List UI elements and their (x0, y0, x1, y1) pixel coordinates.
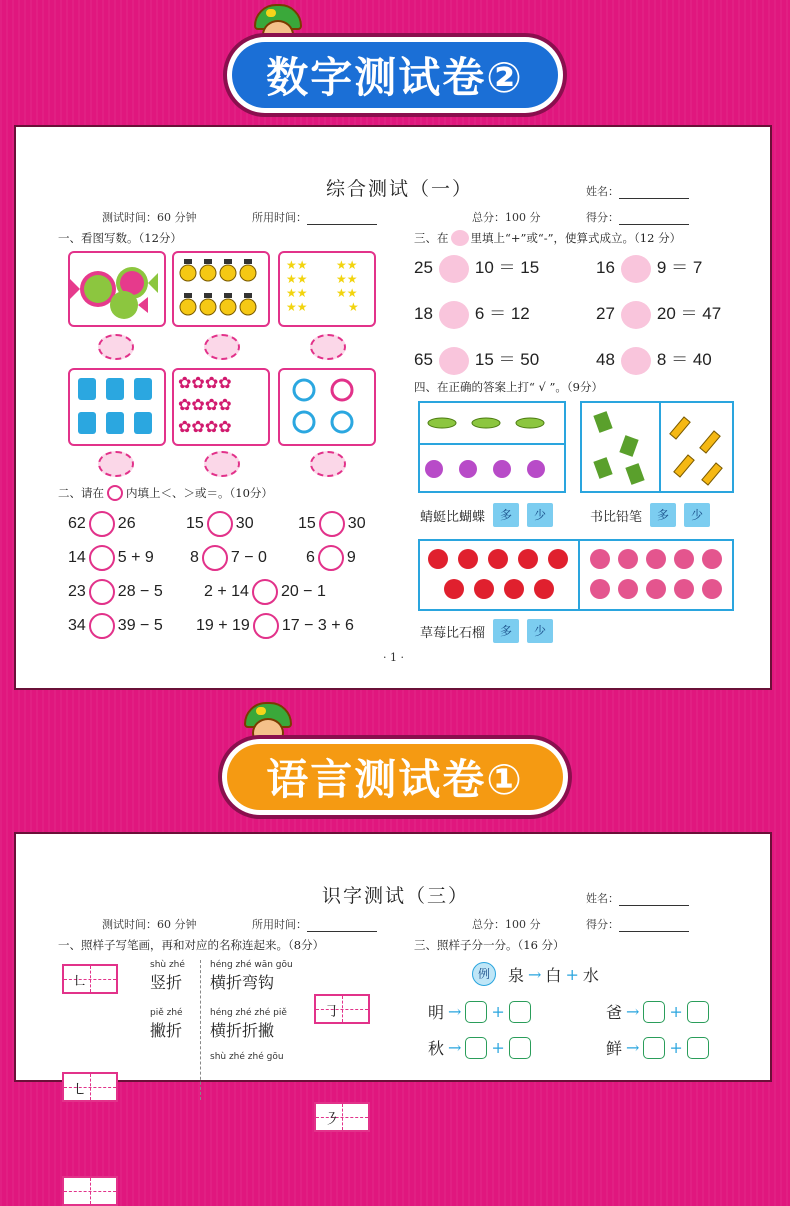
math-test-sheet (14, 125, 772, 690)
more-button[interactable]: 多 (493, 619, 519, 643)
coat-icon (70, 370, 164, 444)
picture-strawberry-pomegranate (418, 539, 734, 611)
compare-item: 2 + 14 20 − 1 (204, 579, 326, 605)
star-icon (280, 253, 374, 325)
answer-box[interactable] (643, 1001, 665, 1023)
picture-candy (68, 251, 166, 327)
compare-item: 6 9 (306, 545, 356, 571)
svg-text:★★: ★★ (336, 286, 358, 300)
compare-item: 34 39 − 5 (68, 613, 163, 639)
clip-icon (280, 370, 374, 444)
used-time-field[interactable]: 所用时间： (252, 209, 377, 225)
example-badge: 例 (472, 962, 496, 986)
writing-grid[interactable]: ㇋ (314, 1102, 370, 1132)
answer-circle[interactable] (253, 613, 279, 639)
equation: 25 10 ＝ 15 (414, 253, 539, 283)
flower-icon (174, 370, 268, 444)
writing-grid[interactable]: ㇗ (62, 964, 118, 994)
choice-row: 书比铅笔 多 少 (590, 503, 710, 527)
more-button[interactable]: 多 (493, 503, 519, 527)
picture-books-pencils (580, 401, 734, 493)
language-test-sheet (14, 832, 772, 1128)
answer-box[interactable] (465, 1001, 487, 1023)
answer-oval[interactable] (204, 334, 240, 360)
picture-bulbs (172, 251, 270, 327)
answer-box[interactable] (687, 1001, 709, 1023)
split-row: 明 → + (428, 1000, 531, 1023)
compare-item: 23 28 − 5 (68, 579, 163, 605)
svg-text:★: ★ (348, 300, 359, 314)
section-4-title: 四、在正确的答案上打“ √ ”。（9分） (414, 380, 603, 394)
answer-box[interactable] (643, 1037, 665, 1059)
answer-circle[interactable] (319, 511, 345, 537)
svg-text:✿✿✿✿: ✿✿✿✿ (178, 417, 232, 436)
answer-circle[interactable] (89, 613, 115, 639)
answer-box[interactable] (465, 1037, 487, 1059)
less-button[interactable]: 少 (684, 503, 710, 527)
sheet-title: 识字测试（三） (322, 885, 470, 907)
compare-item: 15 30 (186, 511, 254, 537)
equation: 18 6 ＝ 12 (414, 299, 530, 329)
less-button[interactable]: 少 (527, 619, 553, 643)
answer-blob[interactable] (621, 301, 651, 329)
writing-grid[interactable]: ㇆ (314, 994, 370, 1024)
answer-circle[interactable] (89, 545, 115, 571)
picture-clips (278, 368, 376, 446)
answer-oval[interactable] (98, 451, 134, 477)
compare-item: 8 7 − 0 (190, 545, 267, 571)
butterfly-icon (425, 460, 545, 478)
split-row: 秋 → + (428, 1036, 531, 1059)
writing-grid[interactable] (62, 1176, 118, 1206)
answer-blob[interactable] (621, 255, 651, 283)
answer-oval[interactable] (204, 451, 240, 477)
answer-blob[interactable] (439, 301, 469, 329)
picture-flowers (172, 368, 270, 446)
strawberry-icon (428, 549, 568, 599)
page-number: · 1 · (383, 651, 404, 664)
answer-blob[interactable] (439, 255, 469, 283)
split-row: 鲜 → + (606, 1036, 709, 1059)
total-score: 总分：100 分 (472, 918, 541, 931)
lightbulb-icon (174, 253, 268, 325)
divider (200, 960, 202, 1100)
language-banner: 语言测试卷① (227, 744, 563, 810)
answer-blob[interactable] (439, 347, 469, 375)
picture-coats (68, 368, 166, 446)
section-3-title: 三、在 里填上“+”或“-”，使算式成立。（12 分） (414, 231, 682, 245)
math-banner: 数字测试卷② (232, 42, 558, 108)
used-time-field[interactable]: 所用时间： (252, 916, 377, 932)
writing-grid[interactable]: ㇄ (62, 1072, 118, 1102)
compare-item: 15 30 (298, 511, 366, 537)
less-button[interactable]: 少 (527, 503, 553, 527)
name-field[interactable]: 姓名： (586, 890, 689, 906)
compare-item: 19 + 19 17 − 3 + 6 (196, 613, 354, 639)
test-time: 测试时间：60 分钟 (102, 918, 197, 931)
svg-text:★★: ★★ (286, 300, 308, 314)
section-3-title: 三、照样子分一分。（16 分） (414, 938, 565, 952)
score-field[interactable]: 得分： (586, 209, 689, 225)
compare-item: 62 26 (68, 511, 136, 537)
book-icon (593, 411, 644, 485)
compare-item: 14 5 + 9 (68, 545, 154, 571)
name-field[interactable]: 姓名： (586, 183, 689, 199)
choice-row: 草莓比石榴 多 少 (420, 619, 553, 643)
picture-dragonfly-butterfly (418, 401, 566, 493)
svg-text:★★: ★★ (286, 258, 308, 272)
stroke-name: héng zhé wān gōu 横折弯钩 (210, 960, 293, 992)
total-score: 总分：100 分 (472, 211, 541, 224)
answer-blob[interactable] (621, 347, 651, 375)
test-time: 测试时间：60 分钟 (102, 211, 197, 224)
answer-oval[interactable] (310, 334, 346, 360)
answer-circle[interactable] (89, 579, 115, 605)
mascot-icon (238, 702, 294, 748)
stroke-name: piě zhé 撇折 (150, 1008, 183, 1040)
svg-text:★★: ★★ (336, 258, 358, 272)
answer-oval[interactable] (310, 451, 346, 477)
candy-icon (70, 253, 164, 325)
svg-text:★★: ★★ (336, 272, 358, 286)
split-row: 爸 → + (606, 1000, 709, 1023)
section-1-title: 一、看图写数。（12分） (58, 231, 182, 245)
answer-box[interactable] (687, 1037, 709, 1059)
equation: 16 9 ＝ 7 (596, 253, 702, 283)
svg-text:★★: ★★ (286, 272, 308, 286)
answer-oval[interactable] (98, 334, 134, 360)
stroke-name: shù zhé 竖折 (150, 960, 185, 992)
answer-circle[interactable] (89, 511, 115, 537)
section-1-title: 一、照样子写笔画，再和对应的名称连起来。（8分） (58, 938, 325, 952)
dragonfly-icon (428, 418, 544, 428)
answer-box[interactable] (509, 1001, 531, 1023)
svg-text:★★: ★★ (286, 286, 308, 300)
more-button[interactable]: 多 (650, 503, 676, 527)
pomegranate-icon (590, 549, 722, 599)
section-2-title: 二、请在 内填上＜、＞或＝。（10分） (58, 486, 273, 500)
equation: 27 20 ＝ 47 (596, 299, 721, 329)
stroke-name: shù zhé zhé gōu (210, 1052, 284, 1062)
answer-circle[interactable] (318, 545, 344, 571)
equation: 48 8 ＝ 40 (596, 345, 712, 375)
picture-stars (278, 251, 376, 327)
sheet-title: 综合测试（一） (326, 178, 474, 200)
svg-text:✿✿✿✿: ✿✿✿✿ (178, 373, 232, 392)
pencil-icon (670, 417, 722, 485)
answer-circle[interactable] (202, 545, 228, 571)
example-row: 例 泉 → 白 + 水 (472, 962, 599, 986)
score-field[interactable]: 得分： (586, 916, 689, 932)
answer-circle[interactable] (207, 511, 233, 537)
stroke-name: héng zhé zhé piě 横折折撇 (210, 1008, 287, 1040)
choice-row: 蜻蜓比蝴蝶 多 少 (420, 503, 553, 527)
answer-box[interactable] (509, 1037, 531, 1059)
equation: 65 15 ＝ 50 (414, 345, 539, 375)
answer-circle[interactable] (252, 579, 278, 605)
svg-text:✿✿✿✿: ✿✿✿✿ (178, 395, 232, 414)
